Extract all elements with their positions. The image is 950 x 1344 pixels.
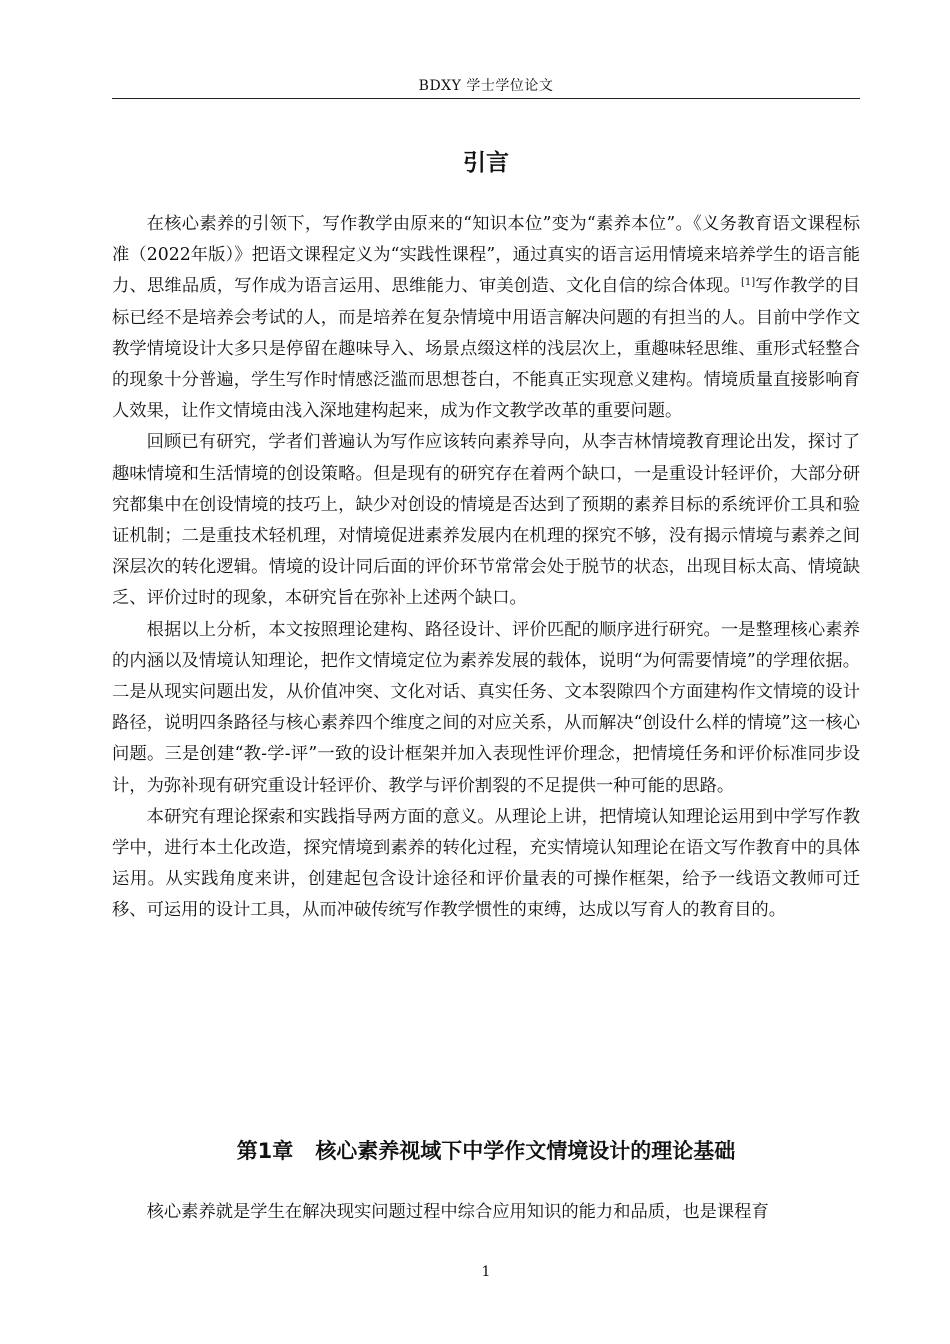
chapter-1-title: 核心素养视域下中学作文情境设计的理论基础 — [315, 1139, 736, 1163]
paragraph-3: 根据以上分析，本文按照理论建构、路径设计、评价匹配的顺序进行研究。一是整理核心素养的内涵以及情境认知理论，把作文情境定位为素养发展的载体，说明“为何需要情境”的学理依据。二是从现实问题出发，从价值冲突、文化对话、真实任务、文本裂隙四个方面建构作文情境的设计路径，说明四条路径与核心素养四个维度之间的对应关系，从而解决“创设什么样的情境”这一核心问题。三是创建“教-学-评”一致的设计框架并加入表现性评价理念，把情境任务和评价标准同步设计，为弥补现有研究重设计轻评价、教学与评价割裂的不足提供一种可能的思路。 — [112, 619, 860, 796]
paragraph-1-text-a: 在核心素养的引领下，写作教学由原来的“知识本位”变为“素养本位”。《义务教育语文课程标准（2022年版）》把语文课程定义为“实践性课程”，通过真实的语言运用情境来培养学生的语言能力、思维品质，写作成为语言运用、思维能力、审美创造、文化自信的综合体现。 — [112, 214, 860, 297]
page-number: 1 — [481, 1264, 491, 1280]
paragraph-4: 本研究有理论探索和实践指导两方面的意义。从理论上讲，把情境认知理论运用到中学写作教学中，进行本土化改造，探究情境到素养的转化过程，充实情境认知理论在语文写作教育中的具体运用。从实践角度来讲，创建起包含设计途径和评价量表的可操作框架，给予一线语文教师可迁移、可运用的设计工具，从而冲破传统写作教学惯性的束缚，达成以写育人的教育目的。 — [112, 806, 860, 921]
introduction-body — [112, 209, 860, 927]
paragraph-2: 回顾已有研究，学者们普遍认为写作应该转向素养导向，从李吉林情境教育理论出发，探讨了趣味情境和生活情境的创设策略。但是现有的研究存在着两个缺口，一是重设计轻评价，大部分研究都集中在创设情境的技巧上，缺少对创设的情境是否达到了预期的素养目标的系统评价工具和验证机制；二是重技术轻机理，对情境促进素养发展内在机理的探究不够，没有揭示情境与素养之间深层次的转化逻辑。情境的设计同后面的评价环节常常会处于脱节的状态，出现目标太高、情境缺乏、评价过时的现象，本研究旨在弥补上述两个缺口。 — [112, 432, 860, 609]
chapter-1-body — [112, 1197, 860, 1228]
citation-marker: [1] — [740, 277, 756, 289]
section-title-introduction: 引言 — [463, 150, 509, 176]
chapter-1-paragraph-1: 核心素养就是学生在解决现实问题过程中综合应用知识的能力和品质，也是课程育 — [146, 1202, 769, 1222]
chapter-1-label: 第1章 — [236, 1139, 294, 1163]
paragraph-1-text-b: 写作教学的目标已经不是培养会考试的人，而是培养在复杂情境中用语言解决问题的有担当的人。目前中学作文教学情境设计大多只是停留在趣味导入、场景点缀这样的浅层次上，重趣味轻思维、重形式轻整合的现象十分普遍，学生写作时情感泛滥而思想苍白，不能真正实现意义建构。情境质量直接影响育人效果，让作文情境由浅入深地建构起来，成为作文教学改革的重要问题。 — [112, 276, 860, 422]
header-rule — [112, 98, 860, 99]
paragraph-1 — [112, 209, 860, 427]
chapter-1-heading — [112, 1134, 860, 1168]
running-header: BDXY 学士学位论文 — [418, 78, 554, 94]
